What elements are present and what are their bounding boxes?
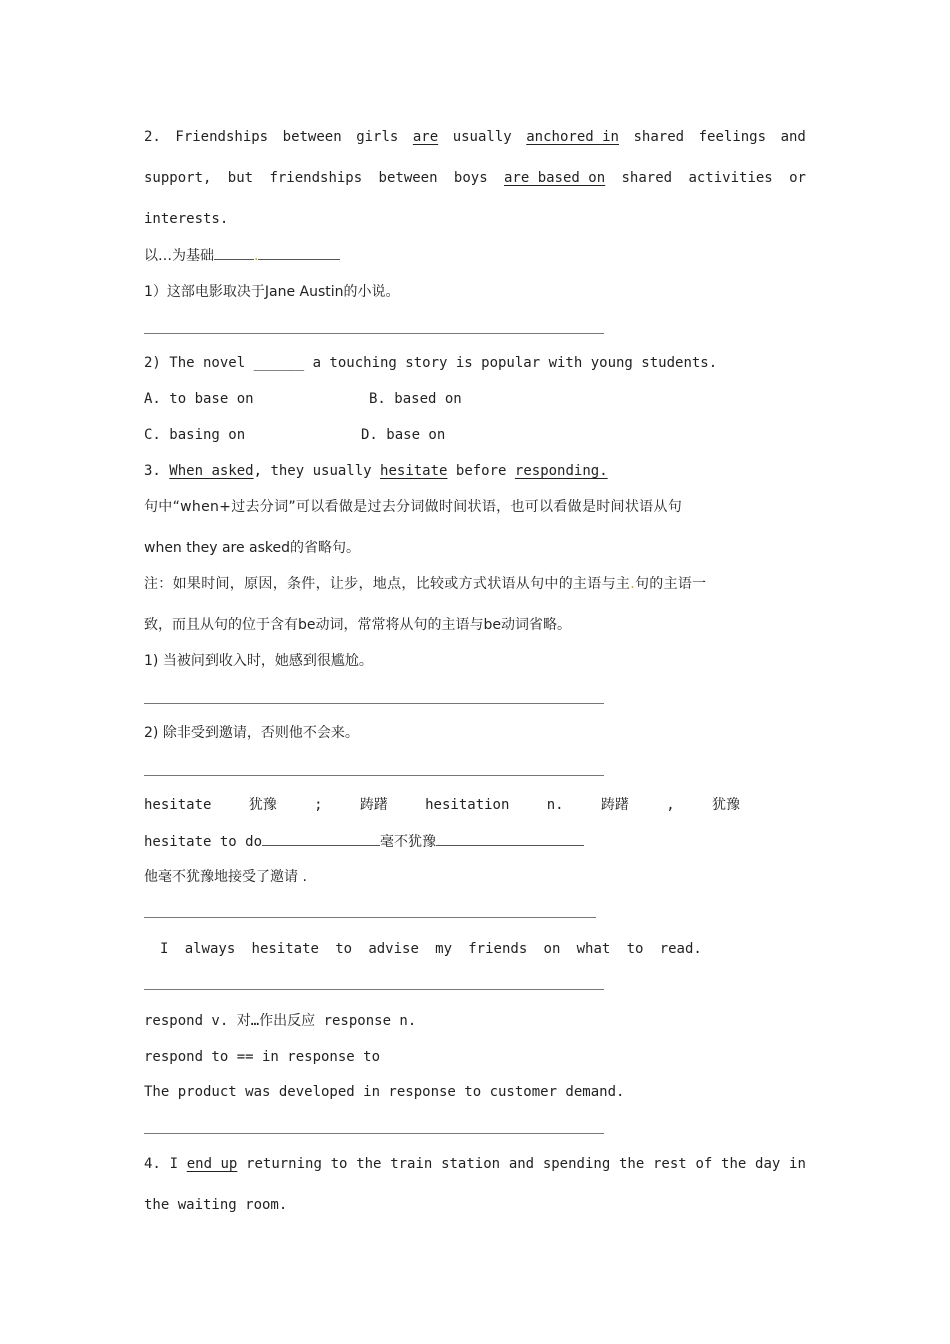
word: of: [695, 1156, 713, 1172]
q3-sentence: [144, 461, 608, 481]
word: 犹豫: [711, 797, 740, 813]
word: ,: [666, 797, 675, 813]
word: feelings: [698, 129, 767, 145]
word: between: [378, 170, 438, 186]
phrase: hesitate to do: [144, 834, 263, 850]
answer-blank[interactable]: [262, 831, 380, 846]
answer-line[interactable]: [144, 1133, 604, 1134]
word: to: [626, 941, 644, 957]
word: I: [169, 1156, 179, 1172]
option-d: D. base on: [361, 427, 446, 443]
option-b: B. based on: [369, 391, 462, 407]
word: hesitate: [251, 941, 319, 957]
word: activities: [688, 170, 773, 186]
answer-line[interactable]: [144, 917, 596, 918]
text: 注：如果时间，原因，条件，让步，地点，比较或方式状语从句中的主语与主: [144, 576, 631, 592]
word: between: [282, 129, 342, 145]
answer-blank[interactable]: [258, 245, 340, 260]
product-sentence: The product was developed in response to customer demand.: [144, 1084, 625, 1100]
underlined-end-up: end up: [186, 1156, 238, 1172]
word: day: [755, 1156, 781, 1172]
answer-blank[interactable]: [214, 245, 254, 260]
q2-line-1: [144, 127, 806, 147]
word: shared: [621, 170, 673, 186]
underlined-hesitate: hesitate: [380, 463, 448, 479]
underlined-responding: responding.: [514, 463, 608, 479]
word: I: [160, 941, 169, 957]
word: rest: [653, 1156, 687, 1172]
answer-line[interactable]: [144, 333, 604, 334]
word: read.: [659, 941, 702, 957]
phrase-label: 以…为基础: [144, 248, 214, 264]
word: on: [543, 941, 561, 957]
word: Friendships: [175, 129, 269, 145]
word: what: [576, 941, 611, 957]
option-c: C. basing on: [144, 427, 246, 443]
vocab-hesitate-row: [144, 795, 740, 815]
q3-note-2a: [144, 574, 706, 594]
word: train: [390, 1156, 433, 1172]
q3-note-1b: when they are asked的省略句。: [144, 540, 361, 556]
q3-note-2b: 致，而且从句的位于含有be动词，常常将从句的主语与be动词省略。: [144, 617, 571, 633]
word: ;: [314, 797, 323, 813]
text: before: [447, 463, 515, 479]
underlined-are-based-on: are based on: [503, 170, 606, 186]
word: and: [780, 129, 806, 145]
dot-mark: .: [630, 576, 635, 592]
word: girls: [356, 129, 399, 145]
word: usually: [452, 129, 512, 145]
answer-line[interactable]: [144, 989, 604, 990]
q4-line-2: the waiting room.: [144, 1197, 288, 1213]
q3-note-1a: 句中“when+过去分词”可以看做是过去分词做时间状语，也可以看做是时间状语从句: [144, 499, 683, 515]
dot-mark: .: [254, 248, 259, 264]
option-a: A. to base on: [144, 391, 254, 407]
word: support,: [144, 170, 212, 186]
answer-line[interactable]: [144, 703, 604, 704]
word: shared: [633, 129, 685, 145]
word: or: [789, 170, 806, 186]
word: the: [356, 1156, 382, 1172]
underlined-are: are: [412, 129, 439, 145]
underlined-when-asked: When asked: [169, 463, 254, 479]
word: in: [789, 1156, 806, 1172]
word: station: [441, 1156, 501, 1172]
word: hesitation: [425, 797, 510, 813]
phrase: 毫不犹豫: [380, 834, 437, 850]
word: always: [184, 941, 236, 957]
word: 踌躇: [600, 797, 629, 813]
question-number: 4.: [144, 1156, 161, 1172]
respond-row: respond v. 对…作出反应 response n.: [144, 1013, 417, 1029]
word: advise: [368, 941, 419, 957]
respond-equivalence: respond to == in response to: [144, 1049, 381, 1065]
word: the: [721, 1156, 747, 1172]
underlined-anchored-in: anchored in: [526, 129, 619, 145]
word: friendships: [269, 170, 363, 186]
word: and: [508, 1156, 535, 1172]
word: friends: [468, 941, 528, 957]
word: n.: [546, 797, 564, 813]
word: spending: [542, 1156, 611, 1172]
word: returning: [246, 1156, 322, 1172]
word: 犹豫: [248, 797, 277, 813]
word: my: [435, 941, 452, 957]
word: 踌躇: [359, 797, 388, 813]
word: hesitate: [144, 797, 212, 813]
word: but: [227, 170, 254, 186]
question-number: 2.: [144, 129, 161, 145]
word: to: [330, 1156, 348, 1172]
q2-exercise-1: 1）这部电影取决于Jane Austin的小说。: [144, 284, 400, 300]
text: , they usually: [253, 463, 381, 479]
q4-line-1: [144, 1154, 806, 1174]
hesitate-to-do-row: [144, 831, 584, 852]
sentence-cn-invitation: 他毫不犹豫地接受了邀请 .: [144, 869, 307, 885]
q3-exercise-2: 2) 除非受到邀请，否则他不会来。: [144, 725, 359, 741]
text: 句的主语一: [634, 576, 707, 592]
question-number: 3.: [144, 463, 170, 479]
word: the: [618, 1156, 645, 1172]
answer-blank[interactable]: [436, 831, 584, 846]
phrase-base-on: [144, 245, 340, 266]
sentence-en-hesitate: [160, 939, 702, 959]
answer-line[interactable]: [144, 775, 604, 776]
q2-line-3: interests.: [144, 211, 229, 227]
word: to: [335, 941, 353, 957]
word: boys: [453, 170, 488, 186]
q2-line-2: [144, 168, 806, 188]
q2-exercise-2: 2) The novel ______ a touching story is popular with young students.: [144, 355, 718, 371]
q3-exercise-1: 1) 当被问到收入时，她感到很尴尬。: [144, 653, 373, 669]
